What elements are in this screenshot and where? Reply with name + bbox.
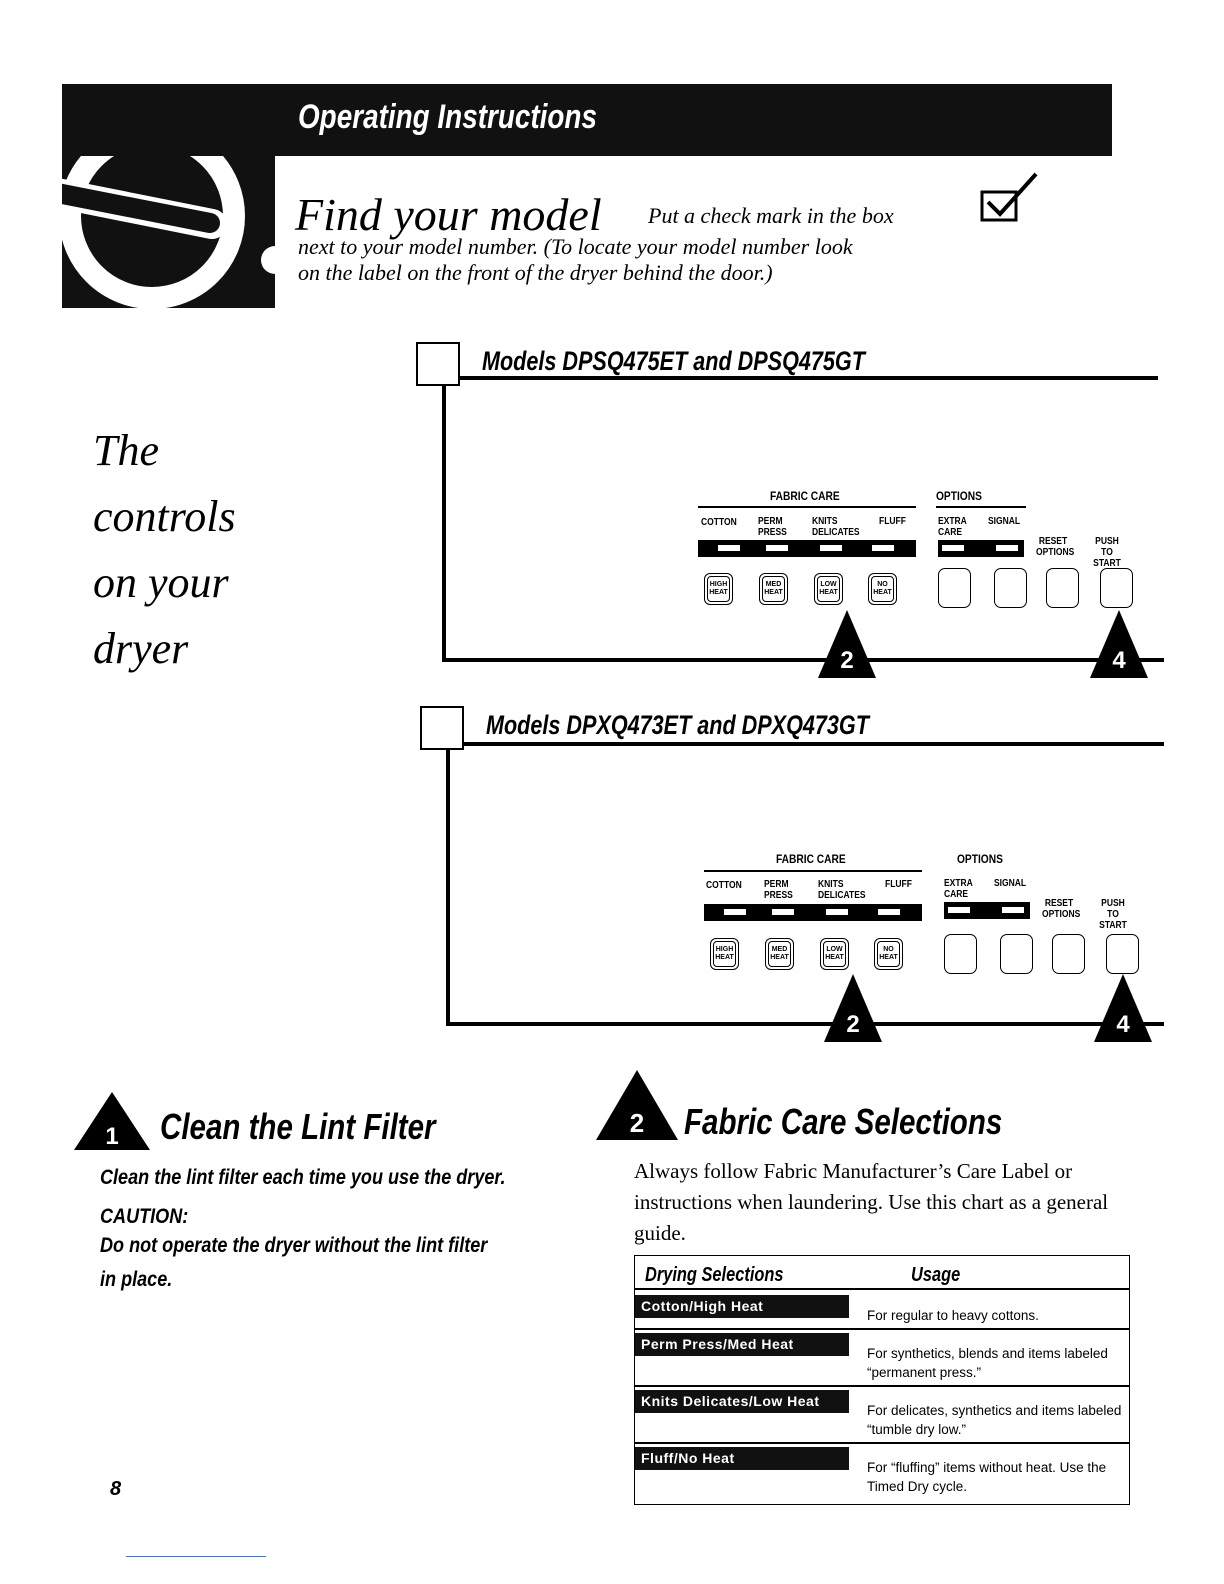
marker-triangle-icon [818, 610, 876, 678]
indicator-light [948, 907, 970, 913]
side-caption [93, 418, 236, 682]
option-indicator-strip [938, 540, 1024, 557]
button-label: MED HEAT [762, 576, 785, 602]
page-title: Operating Instructions [298, 98, 597, 136]
caution-label: CAUTION: [100, 1205, 189, 1228]
button-label: MED HEAT [768, 941, 791, 967]
indicator-light [878, 909, 900, 915]
cycle-label: KNITS DELICATES [812, 516, 860, 538]
step-2-triangle-icon [596, 1070, 678, 1140]
marker-number: 2 [840, 647, 854, 674]
indicator-light [942, 545, 964, 551]
cycle-label: FLUFF [879, 516, 906, 527]
signal-button[interactable] [1000, 934, 1033, 974]
divider [442, 658, 1164, 662]
marker-number: 4 [1112, 647, 1126, 674]
indicator-light [826, 909, 848, 915]
low-heat-button[interactable] [814, 573, 843, 605]
fabric-care-heading: FABRIC CARE [776, 852, 846, 866]
divider [635, 1328, 1129, 1330]
find-model-text [298, 234, 853, 286]
marker-triangle-icon [1090, 610, 1148, 678]
selection-label: Cotton/High Heat [635, 1295, 849, 1318]
divider [458, 376, 1158, 380]
cycle-label: COTTON [701, 517, 737, 528]
divider [704, 870, 922, 872]
divider [635, 1442, 1129, 1444]
selection-label: Perm Press/Med Heat [635, 1333, 849, 1356]
usage-text: For “fluffing” items without heat. Use the Timed Dry cycle. [867, 1460, 1107, 1494]
usage-text: For regular to heavy cottons. [867, 1308, 1039, 1323]
med-heat-button[interactable] [759, 573, 788, 605]
find-model-text-line: on the label on the front of the dryer behind the door.) [298, 260, 773, 285]
fabric-care-heading: FABRIC CARE [770, 489, 840, 503]
side-caption-line: controls [93, 492, 236, 541]
step-1-triangle-icon [74, 1092, 150, 1150]
option-label: EXTRA CARE [938, 516, 967, 538]
table-header: Drying Selections [645, 1264, 784, 1286]
indicator-light [996, 545, 1018, 551]
marker-number: 4 [1116, 1011, 1130, 1038]
option-indicator-strip [944, 902, 1030, 919]
options-heading: OPTIONS [957, 852, 1003, 866]
marker-number: 1 [105, 1123, 119, 1150]
section-title: Fabric Care Selections [684, 1101, 1003, 1142]
side-caption-line: The [93, 426, 159, 475]
indicator-light [766, 545, 788, 551]
marker-triangle-icon [1094, 974, 1152, 1042]
marker-number: 2 [846, 1011, 860, 1038]
cycle-indicator-strip [704, 904, 922, 921]
signal-button[interactable] [994, 568, 1027, 608]
indicator-light [724, 909, 746, 915]
button-label: NO HEAT [877, 941, 900, 967]
caution-text: Do not operate the dryer without the lint filter [100, 1234, 488, 1257]
option-label: PUSH TO START [1093, 536, 1121, 569]
section-title: Clean the Lint Filter [160, 1106, 436, 1147]
marker-number: 2 [629, 1108, 645, 1138]
model-title: Models DPSQ475ET and DPSQ475GT [482, 346, 865, 376]
divider [442, 384, 446, 662]
usage-text: For synthetics, blends and items labeled “permanent press.” [867, 1346, 1108, 1380]
button-label: NO HEAT [871, 576, 894, 602]
footer-line [126, 1556, 266, 1557]
model-title: Models DPXQ473ET and DPXQ473GT [486, 710, 869, 740]
find-model-text-line: next to your model number. (To locate your model number look [298, 234, 853, 259]
selection-label: Knits Delicates/Low Heat [635, 1390, 849, 1413]
find-model-text: Put a check mark in the box [648, 203, 894, 228]
cycle-label: KNITS DELICATES [818, 879, 866, 901]
model-checkbox[interactable] [420, 706, 464, 750]
reset-options-button[interactable] [1046, 568, 1079, 608]
high-heat-button[interactable] [710, 938, 739, 970]
dial-logo [62, 156, 275, 308]
med-heat-button[interactable] [765, 938, 794, 970]
high-heat-button[interactable] [704, 573, 733, 605]
caution-text: in place. [100, 1268, 173, 1291]
option-label: SIGNAL [994, 878, 1027, 889]
indicator-light [772, 909, 794, 915]
divider [635, 1385, 1129, 1387]
button-label: HIGH HEAT [713, 941, 736, 967]
cycle-label: FLUFF [885, 879, 912, 890]
model-checkbox[interactable] [416, 342, 460, 386]
marker-triangle-icon [824, 974, 882, 1042]
divider [698, 506, 916, 508]
option-label: SIGNAL [988, 516, 1021, 527]
option-label: EXTRA CARE [944, 878, 973, 900]
indicator-light [718, 545, 740, 551]
instruction-text: Clean the lint filter each time you use the dryer. [100, 1166, 506, 1189]
model-panel [414, 704, 1164, 1046]
extra-care-button[interactable] [944, 934, 977, 974]
reset-options-button[interactable] [1052, 934, 1085, 974]
side-caption-line: dryer [93, 624, 189, 673]
indicator-light [820, 545, 842, 551]
cycle-label: PERM PRESS [764, 879, 793, 901]
checkbox-check-icon [980, 172, 1040, 224]
selection-label: Fluff/No Heat [635, 1447, 849, 1470]
indicator-light [1002, 907, 1024, 913]
button-label: LOW HEAT [817, 576, 840, 602]
dial-icon [62, 156, 275, 308]
model-panel [414, 340, 1164, 680]
options-heading: OPTIONS [936, 489, 982, 503]
option-label: RESET OPTIONS [1042, 898, 1081, 920]
divider [462, 742, 1164, 746]
divider [446, 750, 450, 1026]
intro-text: Always follow Fabric Manufacturer’s Care Label or instructions when laundering. Use this chart as a general guide. [634, 1159, 1109, 1245]
divider [936, 506, 1026, 508]
divider [635, 1288, 1129, 1290]
cycle-indicator-strip [698, 540, 916, 557]
cycle-label: PERM PRESS [758, 516, 787, 538]
cycle-label: COTTON [706, 880, 742, 891]
option-label: RESET OPTIONS [1036, 536, 1075, 558]
button-label: HIGH HEAT [707, 576, 730, 602]
no-heat-button[interactable] [874, 938, 903, 970]
usage-text: For delicates, synthetics and items labeled “tumble dry low.” [867, 1403, 1122, 1437]
page-number: 8 [110, 1478, 122, 1500]
low-heat-button[interactable] [820, 938, 849, 970]
push-to-start-button[interactable] [1100, 568, 1133, 608]
drying-selections-table [634, 1255, 1130, 1505]
extra-care-button[interactable] [938, 568, 971, 608]
divider [446, 1022, 1164, 1026]
find-model-title: Find your model [295, 189, 602, 240]
option-label: PUSH TO START [1099, 898, 1127, 931]
table-header: Usage [911, 1264, 961, 1286]
indicator-light [872, 545, 894, 551]
button-label: LOW HEAT [823, 941, 846, 967]
no-heat-button[interactable] [868, 573, 897, 605]
push-to-start-button[interactable] [1106, 934, 1139, 974]
side-caption-line: on your [93, 558, 229, 607]
